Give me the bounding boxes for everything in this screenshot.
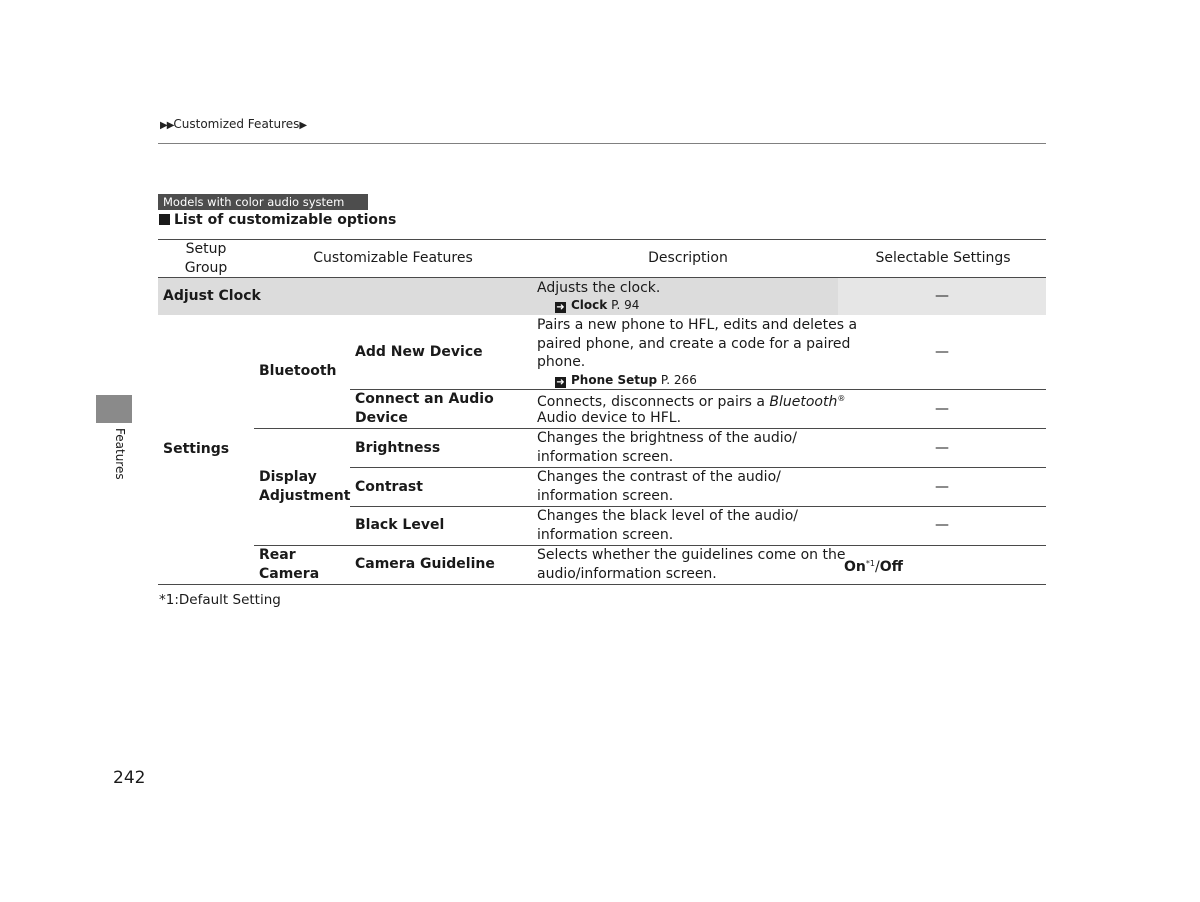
bluetooth-label: Bluetooth	[259, 363, 337, 379]
add-new-device-setting: —	[935, 344, 949, 360]
xref-clock-page: P. 94	[611, 298, 640, 312]
setting-on: On	[844, 559, 866, 575]
side-tab-marker	[96, 395, 132, 423]
brightness-setting: —	[935, 440, 949, 456]
contrast-desc-1: Changes the contrast of the audio/	[537, 469, 781, 485]
cross-ref-arrow-icon: ➜	[556, 302, 565, 313]
adjust-clock-label: Adjust Clock	[163, 288, 261, 304]
xref-phone-setup-label: Phone Setup	[571, 373, 658, 387]
camera-guideline-label: Camera Guideline	[355, 556, 495, 572]
brightness-label: Brightness	[355, 440, 441, 456]
setting-separator: /	[874, 559, 880, 575]
add-new-device-xref[interactable]	[555, 372, 697, 389]
brightness-desc-2: information screen.	[537, 449, 674, 465]
black-level-desc-2: information screen.	[537, 527, 674, 543]
header-features: Customizable Features	[313, 250, 473, 266]
adjust-clock-xref[interactable]	[555, 297, 639, 314]
header-settings: Selectable Settings	[875, 250, 1011, 266]
black-level-desc-1: Changes the black level of the audio/	[537, 508, 799, 524]
add-new-device-desc-3: phone.	[537, 354, 586, 370]
connect-audio-desc-reg: ®	[837, 394, 846, 403]
camera-guideline-desc-1: Selects whether the guidelines come on the	[537, 547, 846, 563]
brightness-desc-1: Changes the brightness of the audio/	[537, 430, 797, 446]
display-adjustment-label-1: Display	[259, 469, 317, 485]
breadcrumb	[160, 117, 306, 131]
adjust-clock-desc: Adjusts the clock.	[537, 280, 661, 296]
side-tab-label: Features	[113, 428, 127, 480]
header-setup-group: Setup Group	[184, 241, 228, 276]
top-rule	[158, 143, 1046, 144]
cross-ref-arrow-icon: ➜	[556, 377, 565, 388]
add-new-device-desc-2: paired phone, and create a code for a paired	[537, 335, 851, 352]
breadcrumb-end-arrow: ▶	[299, 120, 307, 131]
camera-guideline-setting	[844, 555, 903, 577]
square-bullet-icon	[159, 214, 170, 225]
xref-clock-label: Clock	[571, 298, 608, 312]
breadcrumb-label[interactable]: Customized Features	[173, 117, 300, 131]
footnote: *1:Default Setting	[159, 592, 281, 608]
add-new-device-desc-1: Pairs a new phone to HFL, edits and deletes a	[537, 317, 858, 333]
contrast-desc-2: information screen.	[537, 488, 674, 504]
connect-audio-desc-pre: Connects, disconnects or pairs a	[537, 394, 770, 410]
connect-audio-desc-2: Audio device to HFL.	[537, 410, 682, 426]
connect-audio-label-2: Device	[355, 410, 408, 426]
connect-audio-desc-italic: Bluetooth	[769, 394, 838, 410]
page-number: 242	[113, 768, 146, 788]
rear-camera-label-1: Rear	[259, 547, 296, 563]
camera-guideline-desc-2: audio/information screen.	[537, 566, 717, 582]
black-level-label: Black Level	[355, 517, 445, 533]
section-title	[159, 212, 396, 228]
contrast-setting: —	[935, 479, 949, 495]
settings-group-label: Settings	[163, 441, 230, 457]
breadcrumb-arrows: ▶▶	[160, 120, 174, 131]
adjust-clock-setting: —	[935, 288, 949, 304]
connect-audio-label-1: Connect an Audio	[355, 391, 494, 407]
setting-off: Off	[879, 559, 903, 575]
table-bottom-rule	[158, 584, 1046, 585]
model-tag: Models with color audio system	[158, 194, 368, 210]
table-top-rule	[158, 239, 1046, 240]
connect-audio-setting: —	[935, 401, 949, 417]
contrast-label: Contrast	[355, 479, 423, 495]
setting-on-footnote-mark: *1	[865, 559, 875, 568]
display-adjustment-label-2: Adjustment	[259, 488, 351, 504]
section-title-text: List of customizable options	[174, 212, 397, 228]
xref-phone-setup-page: P. 266	[660, 373, 697, 387]
add-new-device-label: Add New Device	[355, 344, 483, 360]
black-level-setting: —	[935, 517, 949, 533]
rear-camera-label-2: Camera	[259, 566, 320, 582]
header-description: Description	[648, 250, 728, 266]
